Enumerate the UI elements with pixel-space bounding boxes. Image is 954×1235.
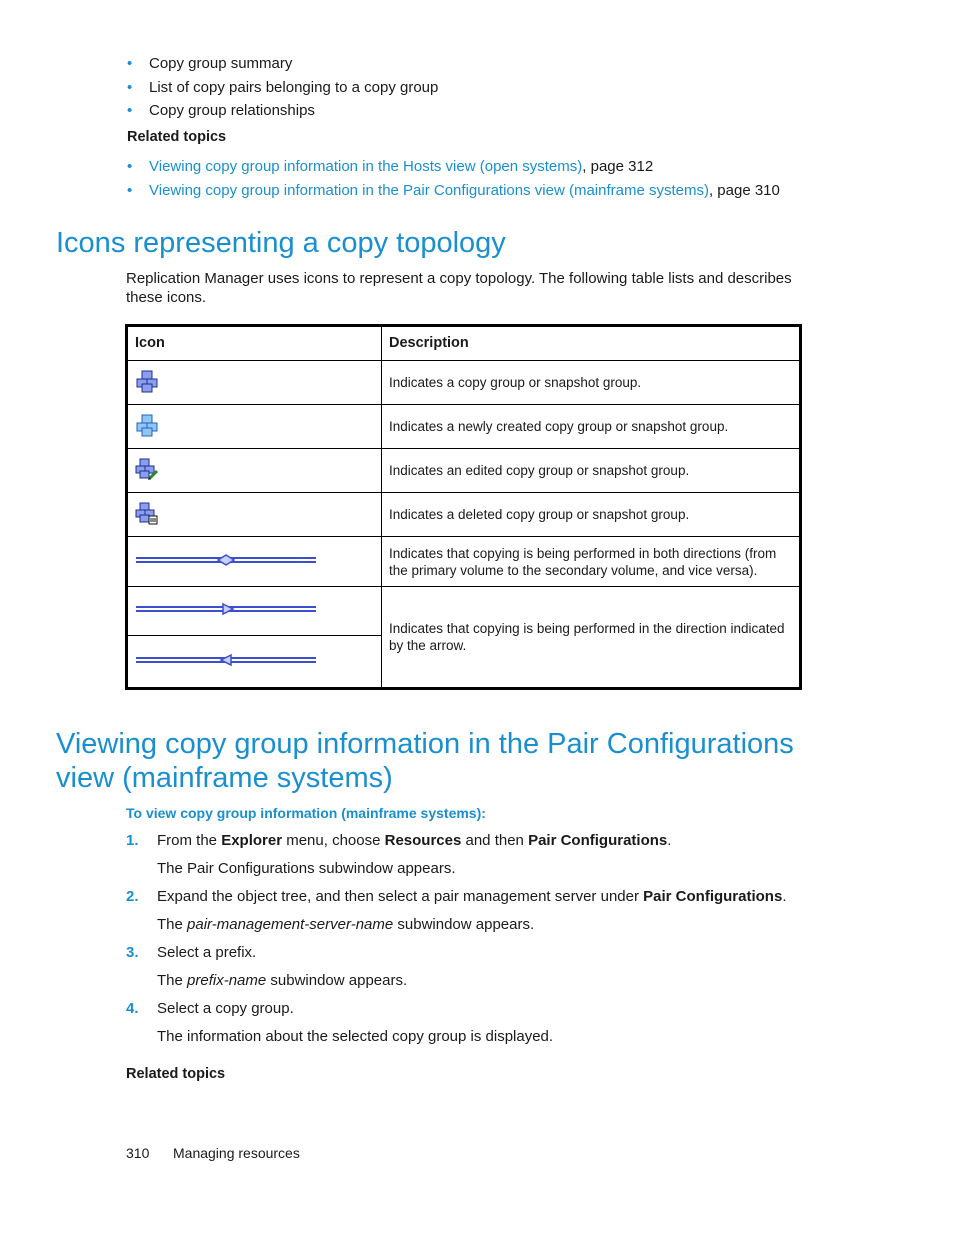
table-header-description: Description (382, 326, 801, 361)
list-item: • List of copy pairs belonging to a copy group (127, 78, 439, 96)
deleted-copy-group-icon (135, 501, 159, 525)
chapter-title: Managing resources (173, 1145, 300, 1161)
list-item: • Copy group summary (127, 55, 293, 72)
step-2-result: The pair-management-server-name subwindow appears. (157, 916, 535, 933)
step-number: 4. (126, 1000, 139, 1017)
table-row (127, 537, 801, 587)
related-topic-item: • Viewing copy group information in the Hosts view (open systems), page 312 (127, 158, 654, 175)
list-item: • Copy group relationships (127, 102, 315, 119)
page-number: 310 (126, 1145, 150, 1161)
table-row (127, 405, 801, 449)
section-heading-icons: Icons representing a copy topology (56, 227, 506, 259)
step-2-text: Expand the object tree, and then select a pair management server under Pair Configurations. (157, 888, 787, 905)
arrow-left-copy-line-icon (135, 653, 317, 667)
step-number: 3. (126, 944, 139, 961)
copy-group-icon (135, 369, 159, 393)
summary-bullet-list (127, 52, 438, 123)
node-pair-configurations: Pair Configurations (643, 888, 783, 905)
new-copy-group-icon (135, 413, 159, 437)
step-1-result: The Pair Configurations subwindow appears. (157, 860, 456, 877)
icons-table (125, 324, 802, 690)
arrow-right-copy-line-icon (135, 602, 317, 616)
step-number: 1. (126, 832, 139, 849)
step-3-text: Select a prefix. (157, 944, 257, 961)
row-description: Indicates an edited copy group or snapshot group. (382, 449, 801, 493)
table-header-icon: Icon (127, 326, 382, 361)
step-number: 2. (126, 888, 139, 905)
table-row (127, 449, 801, 493)
related-topics-label: Related topics (126, 1066, 226, 1082)
procedure-title: To view copy group information (mainframe systems): (126, 805, 486, 821)
related-topic-item: • Viewing copy group information in the Pair Configurations view (mainframe systems), page 310 (127, 181, 780, 199)
step-1-text: From the Explorer menu, choose Resources and then Pair Configurations. (157, 832, 672, 849)
row-description-direction: Indicates that copying is being performed in the direction indicated by the arrow. (382, 587, 801, 689)
section-intro: Replication Manager uses icons to represent a copy topology. The following table lists and describes these icons. (126, 270, 792, 306)
bidirectional-copy-line-icon (135, 553, 317, 567)
row-description: Indicates a newly created copy group or snapshot group. (382, 405, 801, 449)
menu-item-pair-configurations: Pair Configurations (528, 832, 668, 849)
row-description: Indicates a deleted copy group or snapshot group. (382, 493, 801, 537)
menu-item-resources: Resources (384, 832, 462, 849)
menu-name-explorer: Explorer (221, 832, 283, 849)
edited-copy-group-icon (135, 457, 159, 481)
related-topic-link-pair-config-view[interactable]: Viewing copy group information in the Pair Configurations view (mainframe systems) (149, 181, 709, 199)
step-4-result: The information about the selected copy group is displayed. (157, 1028, 554, 1045)
table-header-row (127, 326, 801, 361)
related-topic-link-hosts-view[interactable]: Viewing copy group information in the Hosts view (open systems) (149, 158, 583, 175)
table-row (127, 493, 801, 537)
table-row (127, 587, 801, 636)
row-description: Indicates a copy group or snapshot group. (382, 361, 801, 405)
row-description: Indicates that copying is being performed in both directions (from the primary volume to the secondary volume, and vice versa). (382, 537, 801, 587)
page-reference: , page 312 (582, 158, 654, 175)
page-reference: , page 310 (708, 181, 780, 199)
related-topics-label: Related topics (127, 129, 227, 145)
table-row (127, 361, 801, 405)
section-heading-viewing: Viewing copy group information in the Pair Configurations view (mainframe systems) (56, 728, 794, 794)
step-3-result: The prefix-name subwindow appears. (157, 972, 408, 989)
step-4-text: Select a copy group. (157, 1000, 294, 1017)
related-topics-list (127, 155, 780, 202)
